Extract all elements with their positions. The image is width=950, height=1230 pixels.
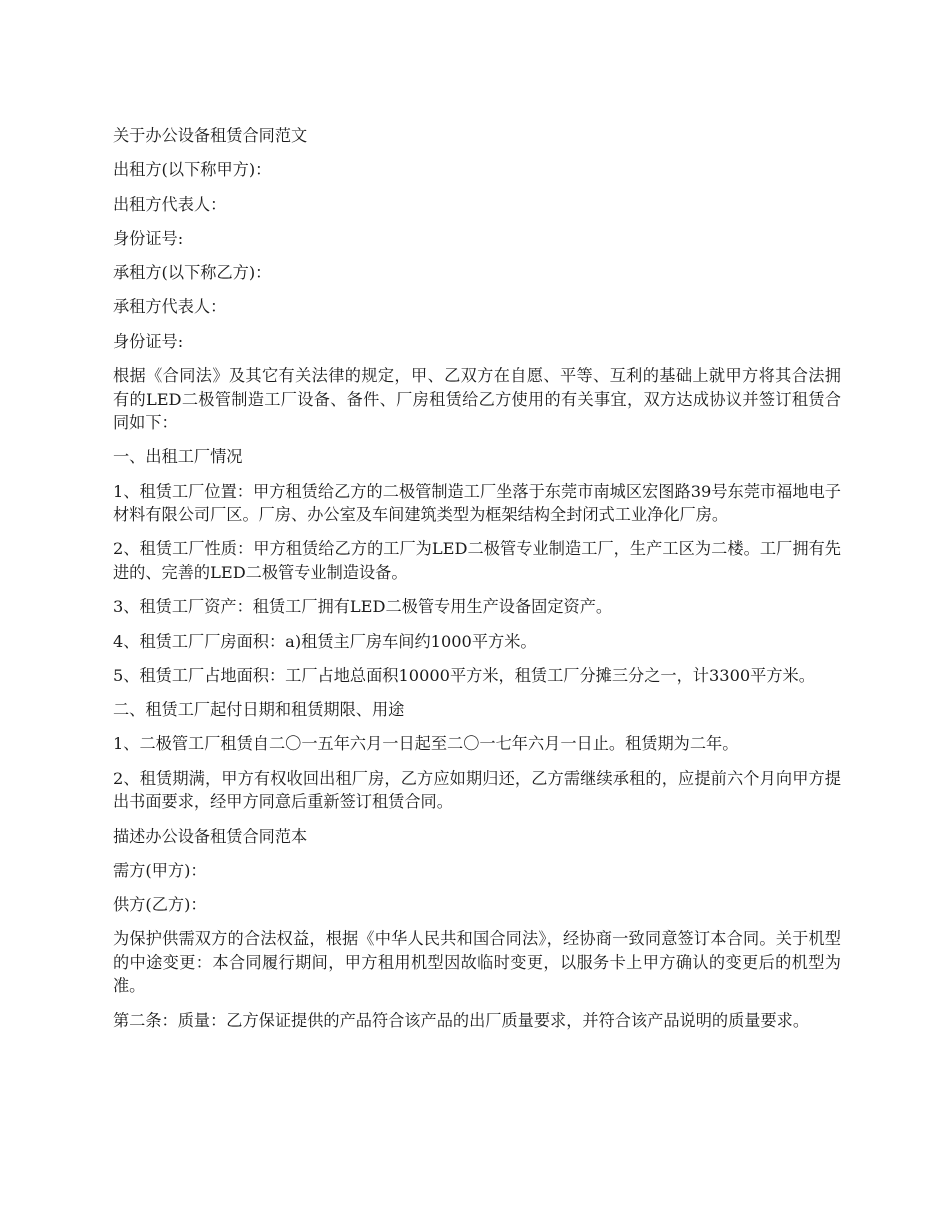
clause-factory-nature: 2、租赁工厂性质：甲方租赁给乙方的工厂为LED二极管专业制造工厂，生产工区为二楼。工厂拥有先进的、完善的LED二极管专业制造设备。 [113, 539, 841, 582]
document-title: 关于办公设备租赁合同范文 [113, 126, 308, 145]
section-heading-factory-info: 一、出租工厂情况 [113, 447, 243, 467]
clause-land-area: 5、租赁工厂占地面积：工厂占地总面积10000平方米，租赁工厂分摊三分之一，计3300平方米。 [113, 665, 815, 685]
lessor-id-number-field: 身份证号: [113, 228, 184, 248]
clause-factory-location: 1、租赁工厂位置：甲方租赁给乙方的二极管制造工厂坐落于东莞市南城区宏图路39号东莞市福地电子材料有限公司厂区。厂房、办公室及车间建筑类型为框架结构全封闭式工业净化厂房。 [113, 481, 841, 525]
document-body [113, 124, 841, 1043]
section-heading-lease-term: 二、租赁工厂起付日期和租赁期限、用途 [113, 700, 405, 720]
preamble-paragraph: 根据《合同法》及其它有关法律的规定，甲、乙双方在自愿、平等、互利的基础上就甲方将其合法拥有的LED二极管制造工厂设备、备件、厂房租赁给乙方使用的有关事宜，双方达成协议并签订租赁合同如下： [113, 366, 841, 433]
lessee-field: 承租方(以下称乙方)： [113, 263, 272, 283]
second-contract-title: 描述办公设备租赁合同范本 [113, 826, 308, 846]
lessor-representative-field: 出租方代表人： [113, 194, 227, 214]
lessee-id-number-field: 身份证号: [113, 331, 184, 351]
clause-lease-period: 1、二极管工厂租赁自二〇一五年六月一日起至二〇一七年六月一日止。租赁期为二年。 [113, 734, 739, 754]
clause-lease-expiry: 2、租赁期满，甲方有权收回出租厂房，乙方应如期归还，乙方需继续承租的，应提前六个月向甲方提出书面要求，经甲方同意后重新签订租赁合同。 [113, 768, 841, 812]
article-two-quality: 第二条：质量：乙方保证提供的产品符合该产品的出厂质量要求，并符合该产品说明的质量要求。 [113, 1010, 810, 1030]
clause-factory-area: 4、租赁工厂厂房面积：a)租赁主厂房车间约1000平方米。 [113, 631, 537, 651]
lessor-field: 出租方(以下称甲方)： [113, 160, 272, 180]
buyer-field: 需方(甲方)： [113, 860, 207, 880]
supplier-field: 供方(乙方)： [113, 895, 207, 915]
second-contract-preamble: 为保护供需双方的合法权益，根据《中华人民共和国合同法》，经协商一致同意签订本合同。关于机型的中途变更：本合同履行期间，甲方租用机型因故临时变更，以服务卡上甲方确认的变更后的机型为准。 [113, 929, 841, 996]
lessee-representative-field: 承租方代表人： [113, 297, 227, 317]
clause-factory-assets: 3、租赁工厂资产：租赁工厂拥有LED二极管专用生产设备固定资产。 [113, 597, 613, 617]
